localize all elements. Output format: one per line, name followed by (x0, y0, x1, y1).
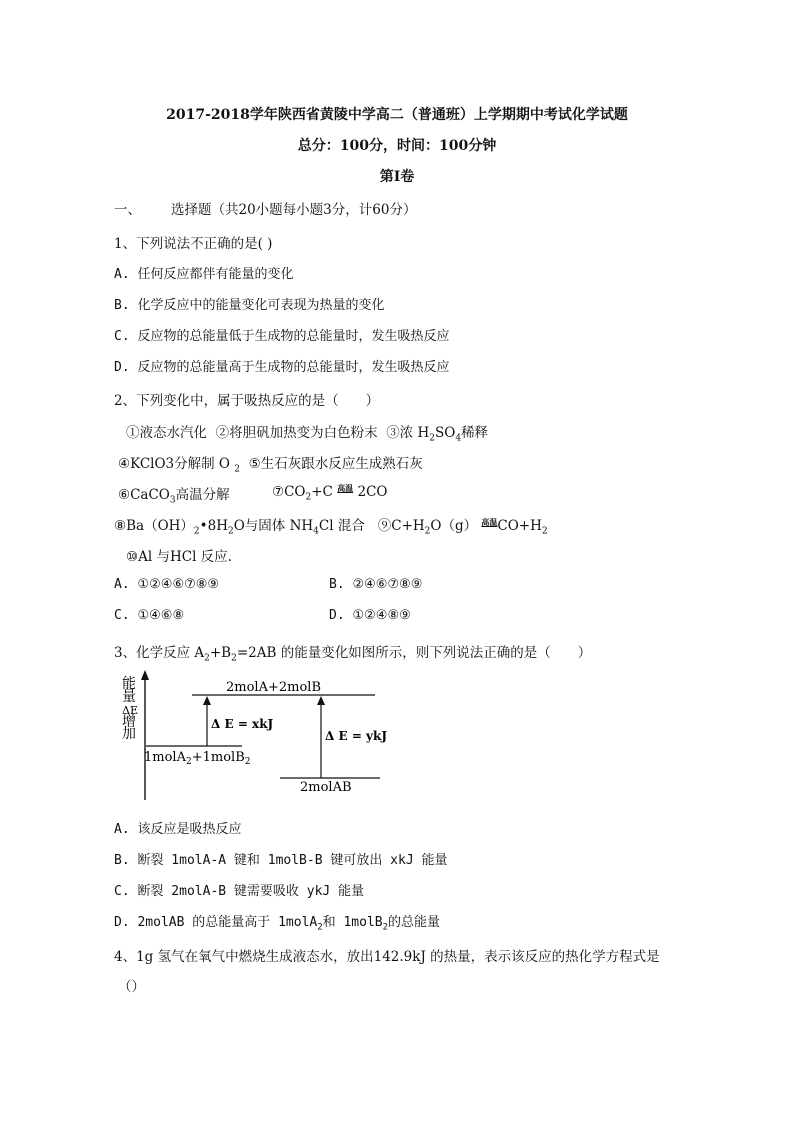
q2-item-4: ④KClO3分解制 O $_2$ (118, 456, 241, 475)
q2-item-2: ②将胆矾加热变为白色粉末 (215, 425, 378, 441)
q3-option-a: A. 该反应是吸热反应 (114, 822, 242, 837)
q2-item-6: ⑥CaCO$_3$高温分解 (118, 487, 230, 506)
axis-label-char-4: 增 (122, 714, 136, 730)
q2-item-9: $⑨C+H_2O(g)$ $^{高温}CO+H_2$ (377, 517, 548, 537)
q2-items-row3 (118, 483, 230, 506)
q4-stem-line2: （） (118, 979, 145, 995)
axis-label-char-3: ΔE (122, 704, 138, 717)
q2-stem: 2、下列变化中，属于吸热反应的是（ ） (114, 393, 380, 409)
q2-item-7-condition: 高温 (337, 483, 354, 493)
q1-option-d: D. 反应物的总能量高于生成物的总能量时，发生吸热反应 (114, 360, 450, 375)
axis-label-char-2: 量 (122, 689, 136, 705)
energy-axis-arrowhead (141, 670, 149, 680)
q2-item-3: ③浓 $H_2SO_4$稀释 (386, 425, 489, 444)
q2-option-b: B. ②④⑥⑦⑧⑨ (329, 577, 423, 592)
arrow-delta-y-head (317, 696, 325, 705)
q1-option-b: B. 化学反应中的能量变化可表现为热量的变化 (114, 298, 385, 313)
q2-item-5: ⑤生石灰跟水反应生成熟石灰 (248, 456, 423, 472)
label-delta-y: Δ E = ykJ (325, 729, 388, 743)
q4-stem-line1: 4、1g 氢气在氧气中燃烧生成液态水，放出142.9kJ 的热量，表示该反应的热化学方程式是 (114, 949, 660, 965)
q2-item-1: ①液态水汽化 (126, 425, 207, 441)
q3-stem: 3、化学反应 $A_2+B_2=2AB$ 的能量变化如图所示，则下列说法正确的是（ ） (114, 645, 592, 664)
exam-title: 2017-2018学年陕西省黄陵中学高二（普通班）上学期期中考试化学试题 (166, 107, 628, 123)
volume-label: 第Ⅰ卷 (379, 169, 415, 185)
q1-stem: 1、下列说法不正确的是( ) (114, 236, 273, 252)
section-title: 选择题（共20小题每小题3分，计60分） (171, 202, 417, 218)
energy-level-diagram (110, 668, 410, 804)
label-delta-x: Δ E = xkJ (211, 717, 274, 731)
q2-option-a: A. ①②④⑥⑦⑧⑨ (114, 577, 220, 592)
q2-item-10: ⑩Al 与HCl 反应. (126, 549, 232, 565)
level-top-label: 2molA+2molB (226, 680, 321, 695)
section-number: 一、 (114, 202, 141, 218)
q3-option-d: D. 2molAB 的总能量高于 1molA$_2$和 1molB$_2$的总能量 (114, 915, 441, 933)
q2-items-row4 (114, 514, 548, 537)
q2-item-8: $⑧Ba(OH)_2•8H_2O$与固体 $NH_4Cl$ 混合 (114, 518, 365, 537)
q1-option-c: C. 反应物的总能量低于生成物的总能量时，发生吸热反应 (114, 329, 450, 344)
q2-option-d: D. ①②④⑧⑨ (329, 608, 411, 623)
arrow-delta-x-head (203, 696, 211, 705)
q3-option-c: C. 断裂 2molA-B 键需要吸收 ykJ 能量 (114, 884, 365, 899)
section-heading (114, 198, 416, 218)
axis-label-char-1: 能 (122, 676, 136, 692)
q2-item-9-condition: 高温 (481, 517, 498, 527)
q2-option-c: C. ①④⑥⑧ (114, 608, 185, 623)
level-product-label: 2molAB (300, 780, 352, 795)
score-time-line: 总分：100分，时间：100分钟 (297, 138, 497, 154)
q3-option-b: B. 断裂 1molA-A 键和 1molB-B 键可放出 xkJ 能量 (114, 853, 448, 868)
q2-items-row2 (118, 452, 423, 475)
axis-label-char-5: 加 (122, 726, 136, 742)
q2-item-7: $⑦CO_2+C$ $^{高温}$ 2CO (272, 483, 388, 503)
q2-items-row1 (126, 421, 488, 444)
q1-option-a: A. 任何反应都伴有能量的变化 (114, 267, 294, 282)
level-reactant-label: 1molA$_2$+1molB$_2$ (144, 750, 251, 767)
